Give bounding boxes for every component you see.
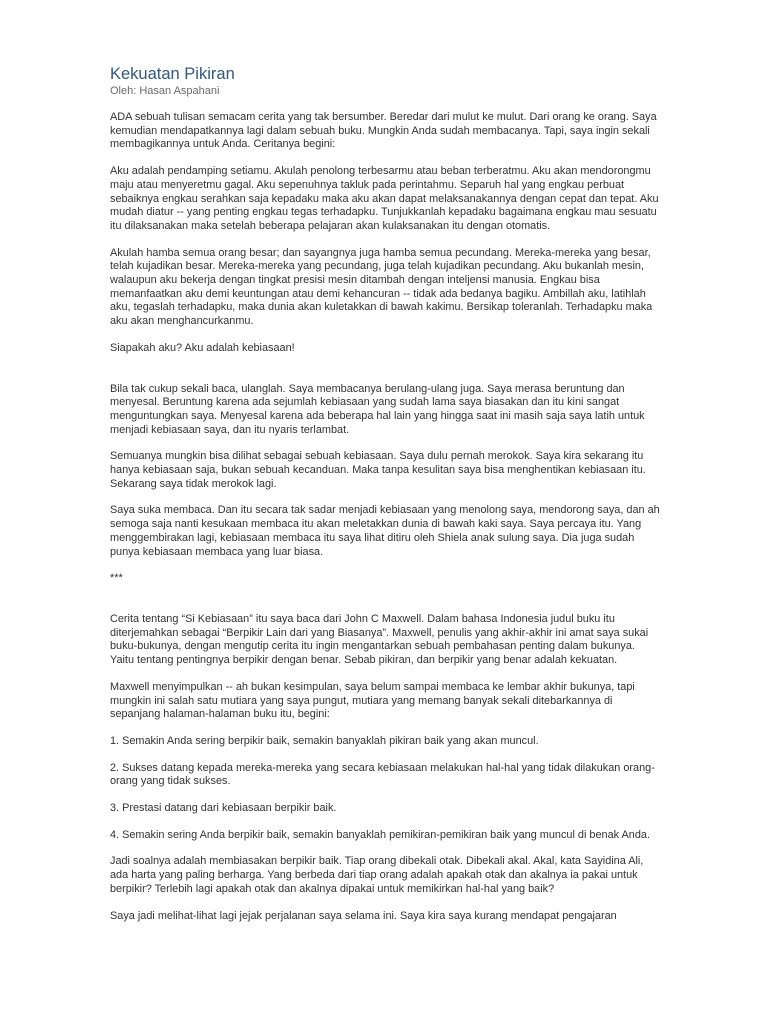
paragraph-habit-reveal: Siapakah aku? Aku adalah kebiasaan! — [110, 341, 295, 354]
paragraph-reflection: Bila tak cukup sekali baca, ulanglah. Saya membacanya berulang-ulang juga. Saya merasa beruntung dan menyesal. Beruntung karena ada sejumlah kebiasaan yang sudah lama saya biasakan dan itu kini sangat menguntungkan saya. Menyesal karena ada beberapa hal lain yang hingga saat ini masih saja saya latih untuk menjadi kebiasaan saya, dan itu nyaris terlambat. — [110, 382, 645, 436]
list-item-4: 4. Semakin sering Anda berpikir baik, semakin banyaklah pemikiran-pemikiran baik yang muncul di benak Anda. — [110, 828, 650, 841]
paragraph-conclusion-intro: Maxwell menyimpulkan -- ah bukan kesimpulan, saya belum sampai membaca ke lembar akhir bukunya, tapi mungkin ini salah satu mutiara yang saya pungut, mutiara yang memang banyak sekali ditebarkannya di sepanjang halaman-halaman buku itu, begini: — [110, 680, 635, 721]
section-separator: *** — [110, 572, 123, 585]
paragraph-reading: Saya suka membaca. Dan itu secara tak sadar menjadi kebiasaan yang menolong saya, mendorong saya, dan ah semoga saja nanti kesukaan membaca itu akan meletakkan dunia di bawah kaki saya. Saya percaya itu. Yang menggembirakan lagi, kebiasaan membaca itu saya lihat ditiru oleh Shiela anak sulung saya. Dia juga sudah punya kebiasaan membaca yang luar biasa. — [110, 504, 660, 558]
paragraph-thinking: Jadi soalnya adalah membiasakan berpikir baik. Tiap orang dibekali otak. Dibekali akal. Akal, kata Sayidina Ali, ada harta yang paling berharga. Yang berbeda dari tiap orang adalah apakah otak dan akalnya ia pakai untuk berpikir? Terlebih lagi apakah otak dan akalnya dipakai untuk memikirkan hal-hal yang baik? — [110, 855, 644, 895]
author-byline: Oleh: Hasan Aspahani — [110, 85, 220, 97]
list-item-2: 2. Sukses datang kepada mereka-mereka yang secara kebiasaan melakukan hal-hal yang tidak dilakukan orang-orang yang tidak sukses. — [110, 761, 655, 788]
list-item-3: 3. Prestasi datang dari kebiasaan berpikir baik. — [110, 802, 337, 815]
paragraph-habit-1: Aku adalah pendamping setiamu. Akulah penolong terbesarmu atau beban terberatmu. Aku akan mendorongmu maju atau menyeretmu gagal. Aku sepenuhnya takluk pada perintahmu. Separuh hal yang engkau perbuat sebaiknya engkau serahkan saja kepadaku maka aku akan dapat melaksanakannya dengan cepat dan tepat. Aku mudah diatur -- yang penting engkau tegas terhadapku. Tunjukkanlah kepadaku bagaimana engkau mau sesuatu itu dilaksanakan maka setelah beberapa pelajaran akan kulaksanakan itu dengan otomatis. — [110, 165, 659, 232]
paragraph-closing: Saya jadi melihat-lihat lagi jejak perjalanan saya selama ini. Saya kira saya kurang mendapat pengajaran — [110, 909, 617, 922]
paragraph-habit-2: Akulah hamba semua orang besar; dan sayangnya juga hamba semua pecundang. Mereka-mereka yang besar, telah kujadikan besar. Mereka-mereka yang pecundang, juga telah kujadikan pecundang. Aku bukanlah mesin, walaupun aku bekerja dengan tingkat presisi mesin ditambah dengan inteljensi manusia. Engkau bisa memanfaatkan aku demi keuntungan atau demi kehancuran -- tidak ada bedanya bagiku. Ambillah aku, latihlah aku, tegaslah terhadapku, maka dunia akan kuletakkan di bawah kakimu. Bersikap toleranlah. Terhadapku maka aku akan menghancurkanmu. — [110, 246, 653, 328]
article-title: Kekuatan Pikiran — [110, 65, 235, 83]
paragraph-maxwell: Cerita tentang “Si Kebiasaan” itu saya baca dari John C Maxwell. Dalam bahasa Indonesia judul buku itu diterjemahkan sebagai “Berpikir Lain dari yang Biasanya”. Maxwell, penulis yang akhir-akhir ini amat saya sukai buku-bukunya, dengan mengutip cerita itu ingin mengantarkan sebuah pembahasan penting dalam bukunya. Yaitu tentang pentingnya berpikir dengan benar. Sebab pikiran, dan berpikir yang benar adalah kekuatan. — [110, 612, 649, 667]
list-item-1: 1. Semakin Anda sering berpikir baik, semakin banyaklah pikiran baik yang akan muncul. — [110, 734, 539, 747]
paragraph-smoking: Semuanya mungkin bisa dilihat sebagai sebuah kebiasaan. Saya dulu pernah merokok. Saya kira sekarang itu hanya kebiasaan saja, bukan sebuah kecanduan. Maka tanpa kesulitan saya bisa menghentikan kebiasaan itu. Sekarang saya tidak merokok lagi. — [110, 450, 646, 490]
paragraph-intro: ADA sebuah tulisan semacam cerita yang tak bersumber. Beredar dari mulut ke mulut. Dari orang ke orang. Saya kemudian mendapatkannya lagi dalam sebuah buku. Mungkin Anda sudah membacanya. Tapi, saya ingin sekali membagikannya untuk Anda. Ceritanya begini: — [110, 111, 657, 151]
document-page — [110, 64, 660, 936]
